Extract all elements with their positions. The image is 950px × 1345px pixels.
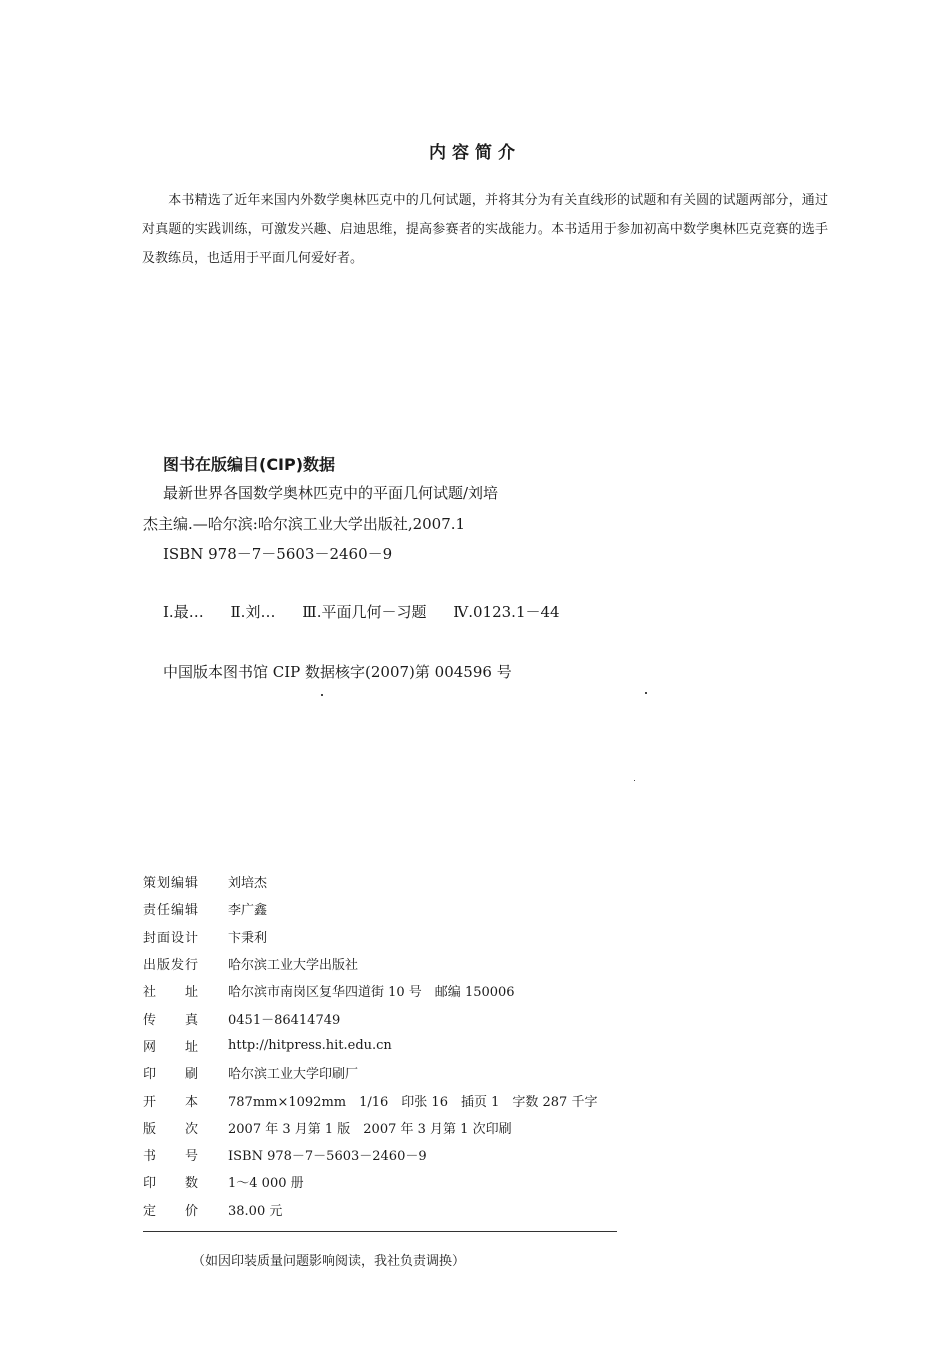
pub-value: http://hitpress.hit.edu.cn	[228, 1037, 392, 1053]
pub-row-book-number	[143, 1141, 597, 1168]
pub-label: 网址	[143, 1039, 228, 1055]
pub-row-format	[143, 1086, 597, 1113]
cip-record: 中国版本图书馆 CIP 数据核字(2007)第 004596 号	[163, 663, 512, 681]
pub-row-cover-design	[143, 923, 597, 950]
cip-class-2: Ⅱ.刘…	[230, 603, 276, 621]
summary-text: 本书精选了近年来国内外数学奥林匹克中的几何试题，并将其分为有关直线形的试题和有关圆的试题两部分，通过对真题的实践训练，可激发兴趣、启迪思维，提高参赛者的实战能力。本书适用于参加初高中数学奥林匹克竞赛的选手及教练员，也适用于平面几何爱好者。	[142, 193, 828, 266]
pub-row-edition	[143, 1114, 597, 1141]
pub-value: 38.00 元	[228, 1203, 283, 1219]
pub-value: 卞秉利	[228, 930, 268, 946]
pub-value: 1～4 000 册	[228, 1176, 304, 1192]
pub-label: 书号	[143, 1149, 228, 1165]
pub-value: 李广鑫	[228, 903, 268, 919]
cip-class-3: Ⅲ.平面几何－习题	[302, 603, 427, 621]
scan-speck	[645, 692, 647, 694]
cip-classification	[163, 601, 582, 622]
pub-value: 哈尔滨工业大学出版社	[228, 958, 359, 974]
pub-row-publisher	[143, 950, 597, 977]
cip-class-4: Ⅳ.0123.1－44	[453, 603, 560, 621]
pub-label: 开本	[143, 1094, 228, 1110]
divider-rule	[143, 1231, 617, 1232]
pub-label: 策划编辑	[143, 876, 200, 892]
pub-label: 封面设计	[143, 930, 200, 946]
cip-isbn: ISBN 978－7－5603－2460－9	[163, 545, 393, 563]
pub-label: 印刷	[143, 1067, 228, 1083]
cip-heading: 图书在版编目(CIP)数据	[163, 455, 336, 474]
pub-label: 社址	[143, 985, 228, 1001]
scan-speck	[634, 780, 635, 781]
pub-value: 哈尔滨工业大学印刷厂	[228, 1067, 359, 1083]
pub-row-website	[143, 1032, 597, 1059]
pub-row-fax	[143, 1004, 597, 1031]
quality-notice: （如因印装质量问题影响阅读，我社负责调换）	[192, 1254, 466, 1269]
pub-label: 印数	[143, 1176, 228, 1192]
scan-speck	[321, 694, 323, 696]
cip-title-line-1: 最新世界各国数学奥林匹克中的平面几何试题/刘培	[163, 484, 499, 502]
pub-label: 版次	[143, 1121, 228, 1137]
pub-label: 传真	[143, 1012, 228, 1028]
publication-info	[143, 868, 597, 1223]
pub-value: 刘培杰	[228, 876, 268, 892]
pub-value: 787mm×1092mm 1/16 印张 16 插页 1 字数 287 千字	[228, 1094, 598, 1110]
pub-row-address	[143, 977, 597, 1004]
pub-row-price	[143, 1196, 597, 1223]
pub-value: 2007 年 3 月第 1 版 2007 年 3 月第 1 次印刷	[228, 1121, 512, 1137]
pub-value: ISBN 978－7－5603－2460－9	[228, 1149, 427, 1165]
cip-title-line-2: 杰主编.—哈尔滨:哈尔滨工业大学出版社,2007.1	[143, 515, 466, 533]
summary-title: 内容简介	[429, 143, 521, 163]
pub-row-printer	[143, 1059, 597, 1086]
pub-label: 出版发行	[143, 958, 200, 974]
pub-label: 责任编辑	[143, 903, 200, 919]
pub-row-responsible-editor	[143, 895, 597, 922]
pub-value: 0451－86414749	[228, 1012, 341, 1028]
pub-row-print-run	[143, 1168, 597, 1195]
summary-paragraph	[142, 186, 828, 273]
pub-row-planning-editor	[143, 868, 597, 895]
pub-value: 哈尔滨市南岗区复华四道街 10 号 邮编 150006	[228, 985, 515, 1001]
pub-label: 定价	[143, 1203, 228, 1219]
cip-class-1: Ⅰ.最…	[163, 603, 204, 621]
